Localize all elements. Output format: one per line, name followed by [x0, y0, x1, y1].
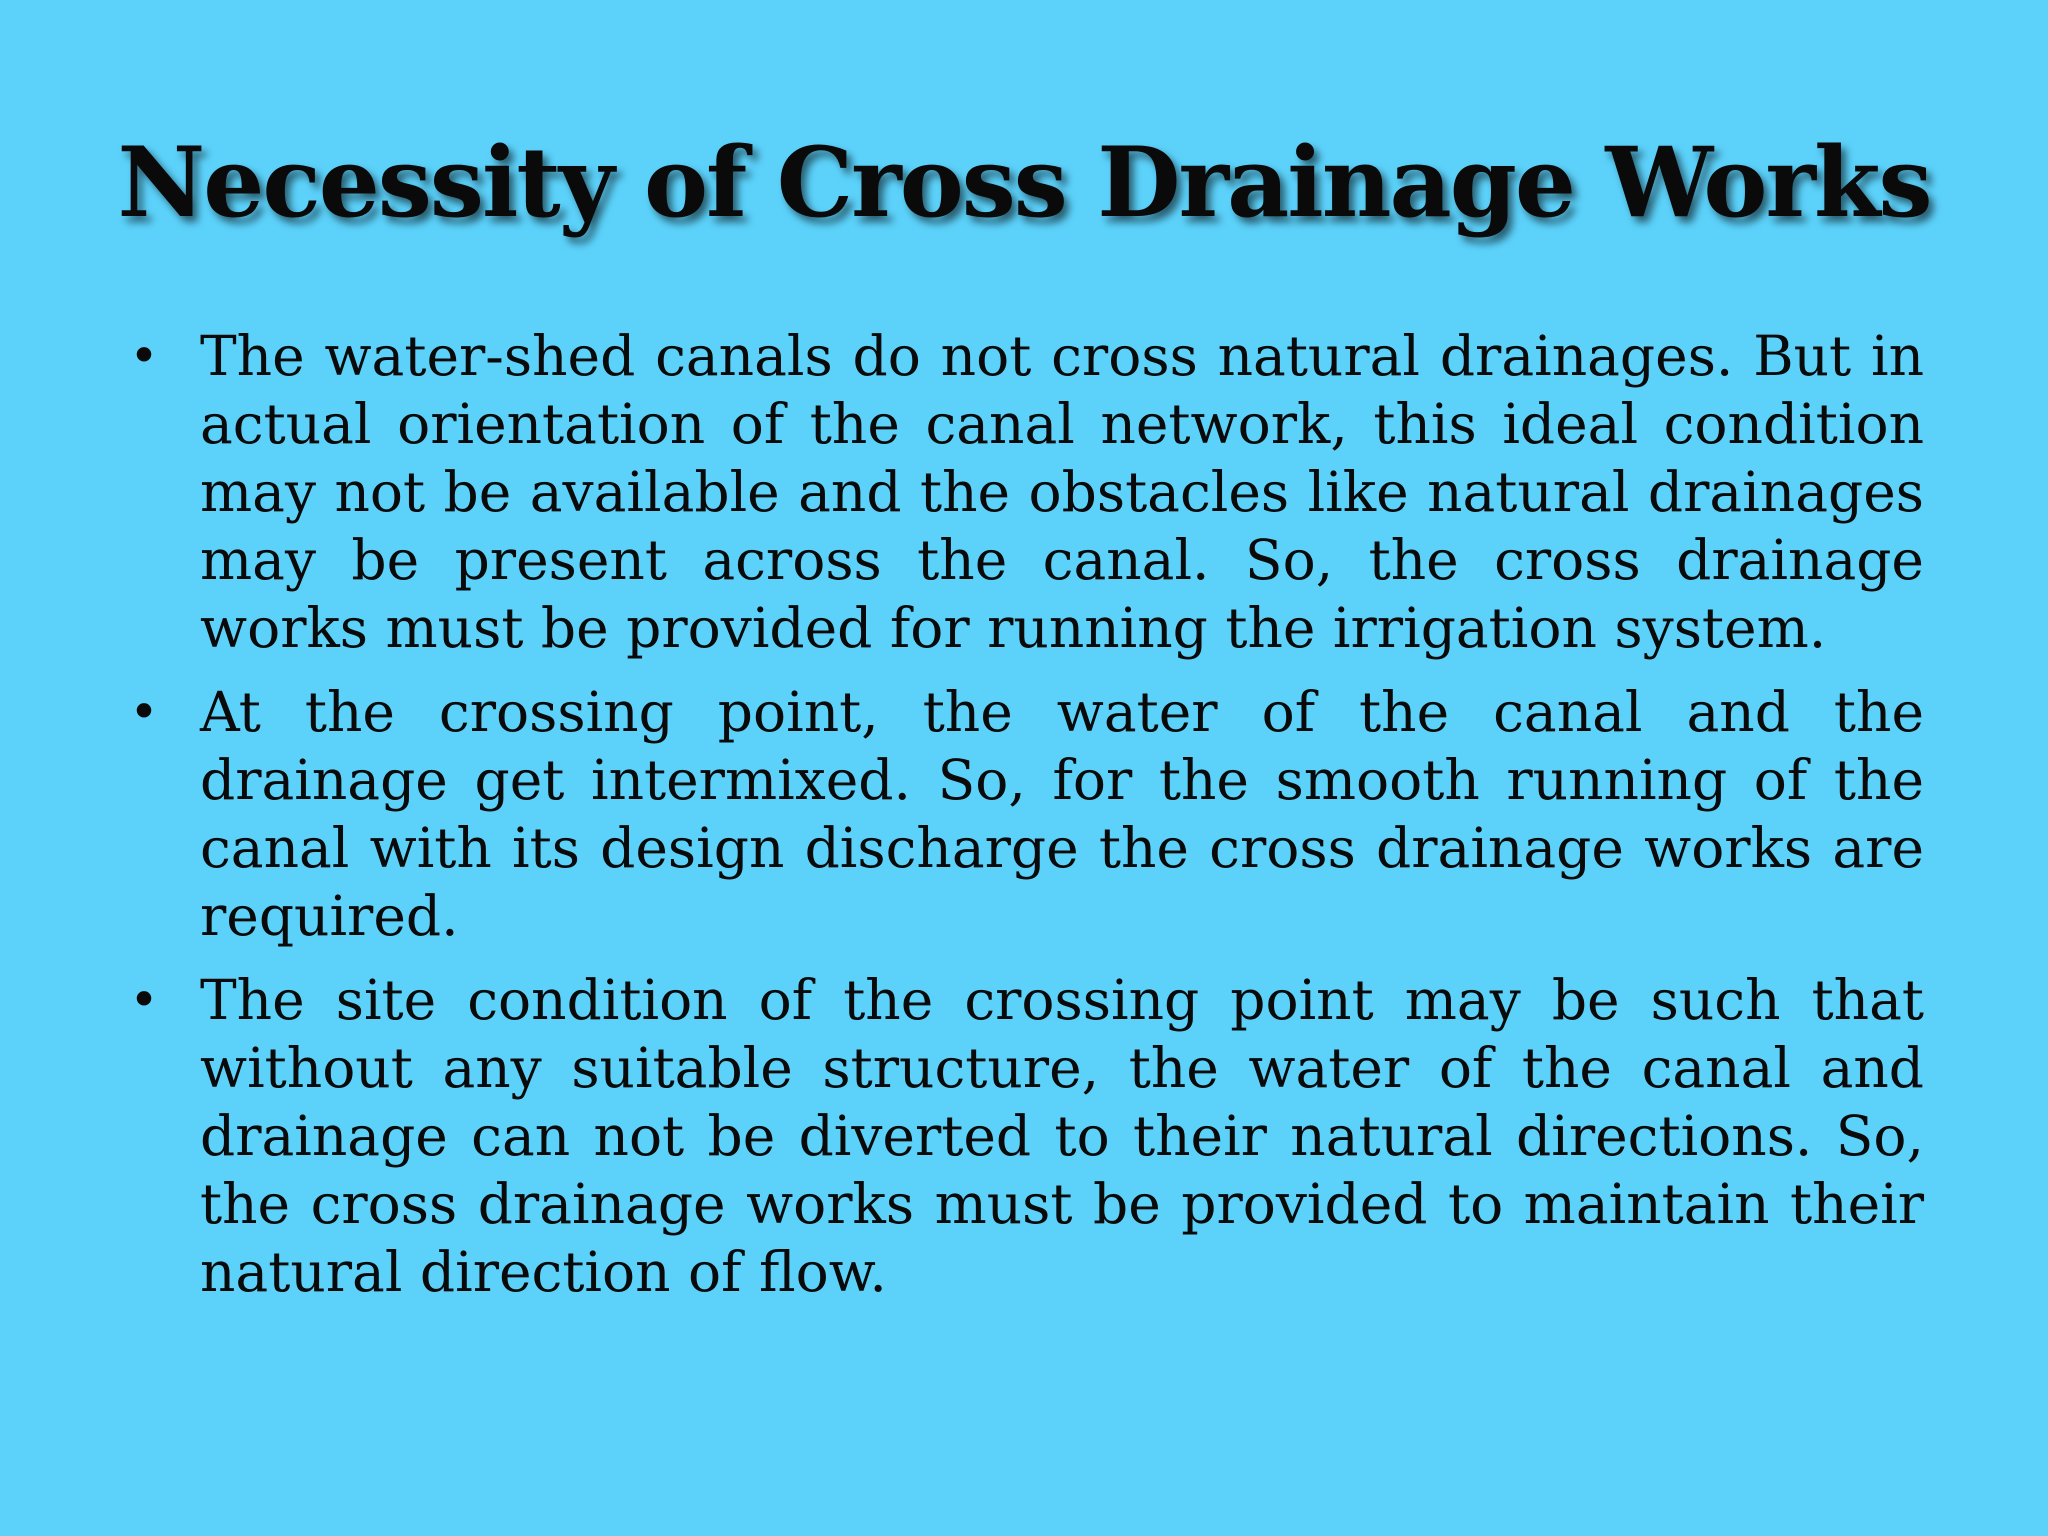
bullet-list — [129, 322, 1924, 1322]
bullet-text: The site condition of the crossing point may be such that without any suitable structure, the water of the canal and drainage can not be diverted to their natural directions. So, the cross drainage works must be provided to maintain their natural direction of flow. — [200, 968, 1924, 1304]
bullet-dot-icon: • — [129, 327, 159, 385]
bullet-item — [129, 966, 1924, 1306]
bullet-text: The water-shed canals do not cross natural drainages. But in actual orientation of the canal network, this ideal condition may not be available and the obstacles like natural drainages may be present across the canal. So, the cross drainage works must be provided for running the irrigation system. — [200, 324, 1924, 660]
bullet-text: At the crossing point, the water of the canal and the drainage get intermixed. So, for the smooth running of the canal with its design discharge the cross drainage works are required. — [200, 680, 1924, 948]
bullet-item — [129, 678, 1924, 950]
slide-title: Necessity of Cross Drainage Works — [117, 126, 1931, 239]
bullet-dot-icon: • — [129, 683, 159, 741]
bullet-dot-icon: • — [129, 971, 159, 1029]
bullet-item — [129, 322, 1924, 662]
